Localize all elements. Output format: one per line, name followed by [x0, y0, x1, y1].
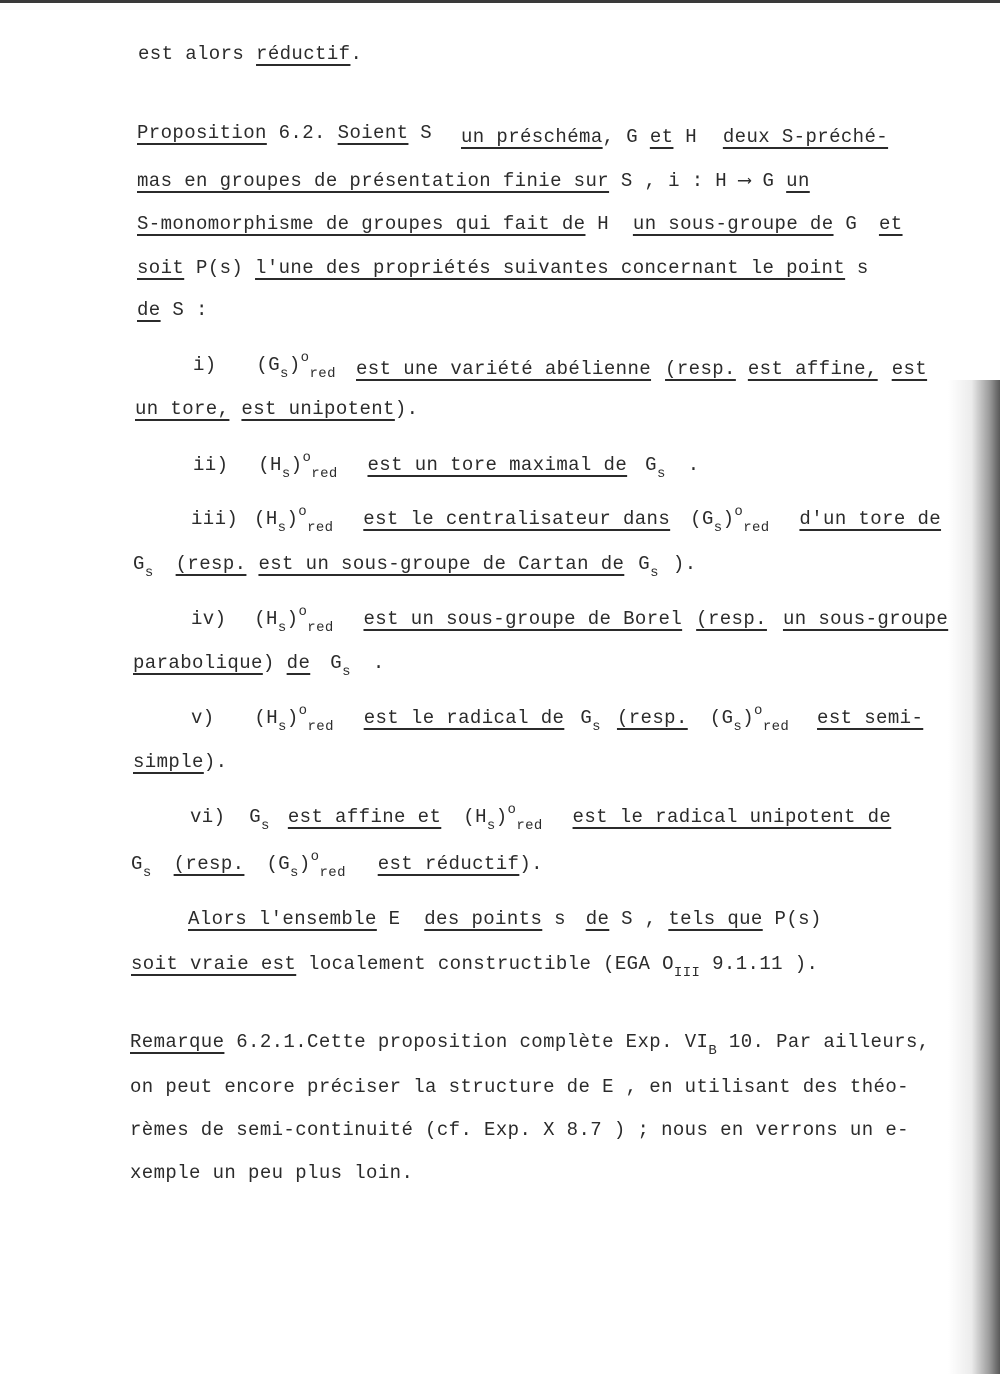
item-number: iii) — [191, 508, 239, 530]
page-top-edge — [0, 0, 1000, 3]
math-sub: red — [311, 466, 338, 482]
item-number: ii) — [193, 454, 229, 476]
text: P(s) — [762, 908, 822, 930]
math-sup: o — [754, 703, 763, 719]
scan-shadow — [948, 380, 1000, 1374]
text: de — [585, 908, 610, 930]
text: est un tore maximal de — [367, 454, 628, 476]
math: G — [131, 853, 143, 875]
text: S , i : H ⟶ G — [609, 170, 787, 192]
math-sub: s — [277, 620, 287, 636]
math-sub: s — [733, 719, 743, 735]
math: ) — [286, 707, 299, 729]
math-sub: s — [656, 466, 666, 482]
text: est semi- — [817, 707, 924, 729]
math: (H — [254, 608, 278, 630]
math: G — [638, 553, 651, 575]
math-sub: III — [673, 965, 701, 981]
text: est une variété abélienne — [356, 358, 652, 380]
text: tels que — [668, 908, 763, 930]
text: est le radical de — [363, 707, 565, 729]
math-sub: s — [650, 565, 659, 581]
math-sup: o — [734, 504, 744, 520]
proposition-line-2 — [137, 170, 810, 192]
math-sup: o — [302, 450, 312, 466]
text: H — [673, 126, 709, 148]
proposition-line-4 — [137, 257, 869, 279]
math-sub: red — [516, 818, 543, 834]
math-sub: red — [762, 719, 790, 735]
text: simple — [133, 751, 204, 773]
text: est le radical unipotent de — [572, 806, 892, 828]
text: soit vraie est — [131, 953, 297, 975]
math: (G — [709, 707, 734, 729]
math-sup: o — [300, 350, 310, 366]
math-sub: s — [278, 719, 287, 735]
text: (resp. — [665, 358, 736, 380]
text: l'une des propriétés suivantes concernant le point — [255, 257, 846, 279]
item-iii-line-2 — [133, 553, 697, 581]
math-sub: red — [309, 366, 336, 382]
math: ) — [286, 608, 299, 630]
text: des points — [424, 908, 543, 930]
text: parabolique — [133, 652, 263, 674]
remark-line-1 — [130, 1031, 930, 1059]
math: G — [580, 707, 593, 729]
item-number: vi) — [190, 806, 226, 828]
math: (G — [690, 508, 714, 530]
text: est affine, — [747, 358, 878, 380]
math-sup: o — [507, 802, 517, 818]
text: et — [649, 126, 674, 148]
math-sub: s — [592, 719, 601, 735]
text: un sous-groupe de — [632, 213, 834, 235]
item-i-line-2 — [135, 398, 418, 420]
term-reductif: réductif — [256, 43, 351, 65]
math: G — [645, 454, 657, 476]
text: 6.2.1.Cette proposition complète Exp. VI — [224, 1031, 709, 1053]
text: ). — [203, 751, 228, 773]
item-v-line-1 — [191, 703, 924, 735]
math-sub: s — [486, 818, 496, 834]
text: G — [833, 213, 869, 235]
text: est — [891, 358, 928, 380]
text: . — [350, 43, 363, 65]
text: s — [542, 908, 578, 930]
math: (G — [256, 354, 281, 376]
proposition-number: 6.2. — [266, 122, 338, 144]
text: ). — [519, 853, 543, 875]
text: de — [137, 299, 161, 321]
text: est le centralisateur dans — [363, 508, 671, 530]
proposition-line-1b — [461, 126, 888, 148]
remark-line-3 — [130, 1119, 909, 1141]
math: (H — [254, 508, 278, 530]
math-sub: s — [261, 818, 270, 834]
text: Soient — [337, 122, 409, 144]
text: on peut encore préciser la structure de E , en utilisant des théo- — [130, 1076, 909, 1098]
text: soit — [137, 257, 185, 279]
text: 9.1.11 ). — [700, 953, 819, 975]
item-ii-line-1 — [193, 450, 700, 482]
remark-line-4 — [130, 1162, 413, 1184]
math-sup: o — [310, 849, 320, 865]
conclusion-line-1 — [188, 908, 822, 930]
item-vi-line-1 — [190, 802, 892, 834]
text: est réductif — [377, 853, 520, 875]
math-sub: s — [281, 466, 291, 482]
text: s — [845, 257, 869, 279]
text: deux S-préché- — [722, 126, 889, 148]
math: ) — [298, 853, 311, 875]
math-sub: red — [319, 865, 346, 881]
math: ) — [742, 707, 754, 729]
text: est un sous-groupe de Cartan de — [258, 553, 625, 575]
text: , — [602, 126, 627, 148]
math: ) — [286, 508, 299, 530]
math-sub: s — [342, 664, 351, 680]
text: un préschéma — [461, 126, 603, 148]
text: et — [878, 213, 903, 235]
text: Alors l'ensemble — [188, 908, 377, 930]
proposition-line-1 — [137, 122, 432, 144]
math: ) — [288, 354, 301, 376]
math-sup: o — [298, 504, 308, 520]
text: rèmes de semi-continuité (cf. Exp. X 8.7 ) ; nous en verrons un e- — [130, 1119, 909, 1141]
text: (resp. — [696, 608, 767, 630]
item-number: i) — [193, 354, 217, 376]
text: (resp. — [616, 707, 688, 729]
text: E — [376, 908, 413, 930]
text: (resp. — [175, 553, 247, 575]
text: est affine et — [287, 806, 442, 828]
proposition-heading: Proposition — [137, 122, 267, 144]
remark-heading: Remarque — [130, 1031, 225, 1053]
item-i-line-1b — [356, 358, 927, 380]
text: un — [786, 170, 810, 192]
math-sub: s — [144, 565, 154, 581]
text: ) — [262, 652, 275, 674]
text: est un sous-groupe de Borel — [363, 608, 683, 630]
math: (H — [463, 806, 487, 828]
remark-line-2 — [130, 1076, 909, 1098]
text: ). — [394, 398, 419, 420]
text: . — [372, 652, 385, 674]
text: H — [585, 213, 621, 235]
text: de — [286, 652, 311, 674]
math: (H — [254, 707, 279, 729]
text: xemple un peu plus loin. — [130, 1162, 414, 1184]
item-iv-line-2 — [133, 652, 385, 680]
item-i-line-1 — [193, 350, 336, 382]
text: S-monomorphisme de groupes qui fait de — [137, 213, 586, 235]
item-iv-line-1 — [191, 604, 949, 636]
math-sub: B — [708, 1043, 718, 1059]
text: un tore, — [135, 398, 230, 420]
math: (H — [258, 454, 282, 476]
item-number: iv) — [191, 608, 227, 630]
math: G — [133, 553, 145, 575]
text: est unipotent — [241, 398, 395, 420]
proposition-line-5 — [137, 299, 208, 321]
math: ) — [722, 508, 735, 530]
text: G — [626, 126, 650, 148]
math-sub: s — [277, 520, 287, 536]
math-sub: s — [290, 865, 299, 881]
math-sub: red — [307, 719, 334, 735]
math: ) — [495, 806, 508, 828]
math-sub: red — [307, 620, 334, 636]
math-sub: red — [307, 520, 334, 536]
text: localement constructible (EGA O — [296, 953, 674, 975]
text: un sous-groupe — [782, 608, 949, 630]
text: ). — [672, 553, 697, 575]
text: S , — [609, 908, 669, 930]
text: P(s) — [184, 257, 256, 279]
math-sup: o — [298, 604, 308, 620]
text: mas en groupes de présentation finie sur — [137, 170, 610, 192]
item-v-line-2 — [133, 751, 227, 773]
math-sub: red — [743, 520, 770, 536]
text-line-intro — [138, 43, 362, 65]
text: . — [687, 454, 700, 476]
math: G — [330, 652, 343, 674]
math: G — [249, 806, 262, 828]
item-number: v) — [191, 707, 215, 729]
math-sup: o — [298, 703, 308, 719]
proposition-line-3 — [137, 213, 903, 235]
item-vi-line-2 — [131, 849, 543, 881]
text: 10. Par ailleurs, — [717, 1031, 930, 1053]
math-sub: s — [280, 366, 289, 382]
item-iii-line-1 — [191, 504, 942, 536]
text: S : — [160, 299, 208, 321]
math: ) — [290, 454, 303, 476]
text: S — [408, 122, 433, 144]
math: (G — [266, 853, 291, 875]
text: d'un tore de — [799, 508, 942, 530]
math-sub: s — [142, 865, 152, 881]
math-sub: s — [713, 520, 723, 536]
text: est alors — [138, 43, 257, 65]
conclusion-line-2 — [131, 953, 819, 981]
text: (resp. — [173, 853, 245, 875]
